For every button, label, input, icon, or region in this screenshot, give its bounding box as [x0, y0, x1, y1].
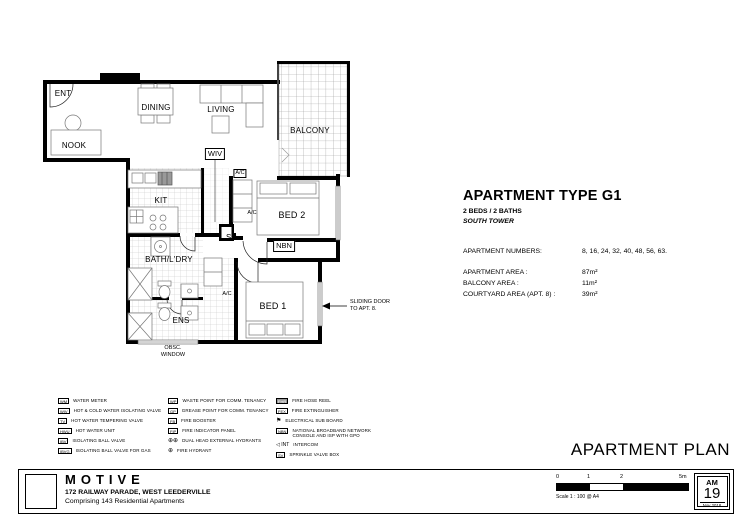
info-label: APARTMENT AREA :: [463, 269, 528, 276]
tag-obscure-window: [161, 345, 185, 358]
legend-row: IBVG ISOLATING BALL VALVE FOR GAS: [60, 448, 151, 454]
legend-row: GP GREASE POINT FOR COMM. TENANCY: [170, 408, 269, 414]
legend-column-3: [276, 398, 376, 462]
fire-hose-reel-icon: FHR: [278, 399, 287, 404]
scale-segment: [623, 484, 688, 490]
tag-ac-bed1: A/C: [222, 291, 232, 297]
info-row-balcony-area: [463, 280, 733, 287]
info-row-apartment-area: [463, 269, 733, 276]
firm-logo: [25, 474, 57, 509]
legend-column-2: [168, 398, 272, 458]
tag-sliding-door: [350, 299, 390, 313]
tag-obscure-line2: WINDOW: [160, 351, 186, 358]
nbn-icon: NBN: [278, 429, 287, 434]
legend-row: WIV HOT & COLD WATER ISOLATING VALVE: [60, 408, 162, 414]
electrical-sub-board-icon: ⚑: [276, 418, 282, 424]
room-label-ent: ENT: [54, 89, 72, 98]
info-value: 39m²: [582, 291, 598, 298]
info-label: APARTMENT NUMBERS:: [463, 248, 542, 255]
scale-tick-0: 0: [556, 474, 560, 480]
info-label: BALCONY AREA :: [463, 280, 519, 287]
tag-sb: SB: [226, 233, 238, 242]
scale-bar: [556, 474, 696, 510]
room-label-bed2: BED 2: [278, 210, 306, 220]
tower-name: SOUTH TOWER: [463, 218, 514, 225]
room-label-bed1: BED 1: [259, 301, 287, 311]
label-box-nbn: NBN: [273, 240, 295, 252]
sheet-number-inner: [697, 476, 728, 507]
sheet-series: AM: [706, 477, 718, 487]
room-label-bath: BATH/L'DRY: [145, 255, 193, 264]
fire-booster-icon: FB: [170, 419, 176, 424]
apartment-type-title: APARTMENT TYPE G1: [463, 188, 622, 204]
tag-sliding-line2: TO APT. 8.: [350, 306, 377, 312]
legend-row: FIP FIRE INDICATOR PANEL: [170, 428, 236, 434]
fire-extinguisher-icon: FEX: [278, 409, 286, 414]
grease-point-icon: GP: [170, 409, 176, 414]
tag-sliding-line1: SLIDING DOOR: [350, 299, 391, 305]
info-row-numbers: [463, 248, 733, 255]
sheet-number: 19: [703, 484, 721, 502]
fire-indicator-panel-icon: FIP: [170, 429, 177, 434]
beds-baths-subtitle: 2 BEDS / 2 BATHS: [463, 208, 522, 215]
room-label-nook: NOOK: [61, 141, 87, 150]
sprinkler-valve-icon: SV: [278, 453, 284, 458]
gas-ball-valve-icon: IBVG: [60, 449, 70, 454]
legend-row: ⊕ FIRE HYDRANT: [168, 448, 212, 454]
sheet-title: APARTMENT PLAN: [570, 440, 730, 459]
scale-tick-1: 1: [587, 474, 591, 480]
room-label-living: LIVING: [207, 105, 235, 114]
project-address: 172 RAILWAY PARADE, WEST LEEDERVILLE: [65, 489, 211, 496]
legend-row: FHR FIRE HOSE REEL: [278, 398, 331, 404]
legend-row: ⚑ ELECTRICAL SUB BOARD: [276, 418, 343, 424]
legend-column-1: [58, 398, 166, 458]
scale-bar-graphic: [556, 483, 689, 491]
isolating-ball-valve-icon: IBV: [60, 439, 67, 444]
tag-obscure-line1: OBSC.: [164, 345, 182, 351]
sheet-date: Nov 2018: [700, 502, 725, 508]
sheet-number-box: [694, 473, 730, 510]
legend-row: FB FIRE BOOSTER: [170, 418, 216, 424]
legend-row: ⊕⊕ DUAL HEAD EXTERNAL HYDRANTS: [168, 438, 262, 444]
intercom-icon: ◁ INT: [276, 442, 290, 448]
legend-row: WP WASTE POINT FOR COMM. TENANCY: [170, 398, 267, 404]
room-label-ens: ENS: [172, 316, 190, 325]
water-isolating-valve-icon: WIV: [60, 409, 68, 414]
label-box-wiv: WIV: [205, 148, 225, 160]
info-row-courtyard-area: [463, 291, 733, 298]
info-label: COURTYARD AREA (APT. 8) :: [463, 291, 556, 298]
scale-tick-2: 2: [620, 474, 624, 480]
hot-water-unit-icon: HWU: [60, 429, 70, 434]
legend-row: ◁ INT INTERCOM: [276, 442, 319, 448]
project-description: Comprising 143 Residential Apartments: [65, 498, 185, 505]
legend-row: TV HOT WATER TEMPERING VALVE: [60, 418, 144, 424]
info-value: 8, 16, 24, 32, 40, 48, 56, 63.: [582, 248, 668, 255]
room-label-kit: KIT: [154, 196, 168, 205]
tag-ac-bed2: A/C: [247, 210, 257, 216]
legend-row: NBN NATIONAL BROADBAND NETWORK CONSOLE AND ISP WITH GPO: [278, 428, 372, 438]
tempering-valve-icon: TV: [60, 419, 66, 424]
scale-tick-5m: 5m: [679, 474, 687, 480]
legend-row: IBV ISOLATING BALL VALVE: [60, 438, 126, 444]
label-box-ac-top: A/C: [235, 170, 245, 176]
info-value: 87m²: [582, 269, 598, 276]
legend-row: WM WATER METER: [60, 398, 107, 404]
firm-name: MOTIVE: [65, 472, 145, 487]
scale-label: Scale 1 : 100 @ A4: [556, 494, 599, 500]
legend-row: SV SPRINKLE VALVE BOX: [278, 452, 340, 458]
water-meter-icon: WM: [60, 399, 68, 404]
fire-hydrant-icon: ⊕: [168, 448, 174, 454]
dual-hydrant-icon: ⊕⊕: [168, 438, 179, 444]
title-block: [18, 469, 734, 514]
scale-segment: [590, 484, 623, 490]
room-label-dining: DINING: [141, 103, 171, 112]
scale-segment: [557, 484, 590, 490]
waste-point-icon: WP: [170, 399, 177, 404]
legend-row: HWU HOT WATER UNIT: [60, 428, 116, 434]
info-value: 11m²: [582, 280, 597, 287]
legend-row: FEX FIRE EXTINGUISHER: [278, 408, 339, 414]
room-label-balcony: BALCONY: [290, 126, 330, 135]
